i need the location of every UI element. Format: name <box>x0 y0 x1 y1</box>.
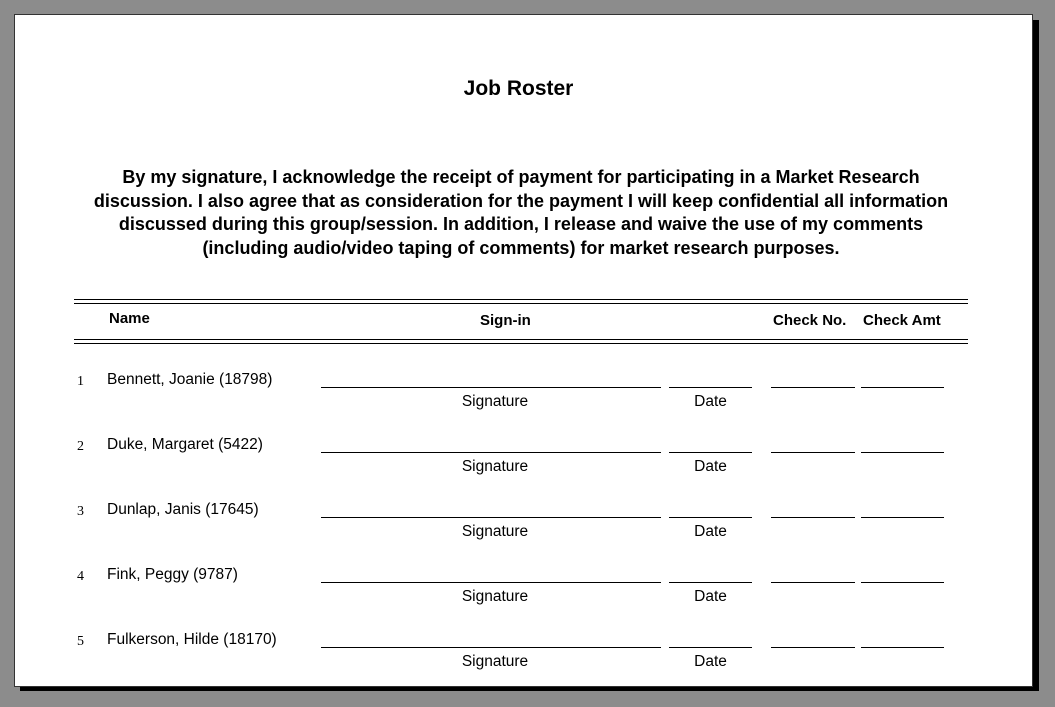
date-line[interactable] <box>669 647 752 648</box>
header-top-rule-2 <box>74 303 968 304</box>
participant-name: Bennett, Joanie (18798) <box>107 371 273 388</box>
acknowledgement-paragraph: By my signature, I acknowledge the receipt of payment for participating in a Market Research discussion. I also agree that as consideration for the payment I will keep confidential all information discussed during this group/session. In addition, I release and waive the use of my comments (including audio/video taping of comments) for market research purposes. <box>93 167 949 258</box>
participant-name: Dunlap, Janis (17645) <box>107 501 259 518</box>
row-number: 1 <box>77 374 84 389</box>
date-line[interactable] <box>669 517 752 518</box>
date-label: Date <box>694 458 727 475</box>
participant-name: Fink, Peggy (9787) <box>107 566 238 583</box>
signature-line[interactable] <box>321 582 661 583</box>
header-bottom-rule <box>74 339 968 340</box>
date-label: Date <box>694 393 727 410</box>
date-label: Date <box>694 523 727 540</box>
roster-row <box>15 431 1032 481</box>
header-bottom-rule-2 <box>74 343 968 344</box>
date-label: Date <box>694 588 727 605</box>
check-no-line[interactable] <box>771 387 855 388</box>
row-number: 4 <box>77 569 84 584</box>
check-amt-line[interactable] <box>861 647 944 648</box>
header-top-rule <box>74 299 968 300</box>
check-amt-line[interactable] <box>861 517 944 518</box>
check-no-line[interactable] <box>771 452 855 453</box>
participant-name: Duke, Margaret (5422) <box>107 436 263 453</box>
document-page <box>14 14 1033 687</box>
signature-label: Signature <box>461 653 529 670</box>
signature-label: Signature <box>461 588 529 605</box>
roster-row <box>15 496 1032 546</box>
signature-label: Signature <box>461 523 529 540</box>
roster-row <box>15 626 1032 676</box>
column-header-signin: Sign-in <box>480 312 531 329</box>
signature-line[interactable] <box>321 647 661 648</box>
roster-row <box>15 561 1032 611</box>
check-amt-line[interactable] <box>861 582 944 583</box>
check-no-line[interactable] <box>771 517 855 518</box>
signature-line[interactable] <box>321 387 661 388</box>
row-number: 3 <box>77 504 84 519</box>
check-amt-line[interactable] <box>861 387 944 388</box>
row-number: 2 <box>77 439 84 454</box>
signature-line[interactable] <box>321 517 661 518</box>
date-line[interactable] <box>669 452 752 453</box>
signature-line[interactable] <box>321 452 661 453</box>
document-title: Job Roster <box>463 77 574 100</box>
signature-label: Signature <box>461 458 529 475</box>
row-number: 5 <box>77 634 84 649</box>
signature-label: Signature <box>461 393 529 410</box>
column-header-check-amt: Check Amt <box>863 312 941 329</box>
check-no-line[interactable] <box>771 582 855 583</box>
date-label: Date <box>694 653 727 670</box>
check-amt-line[interactable] <box>861 452 944 453</box>
roster-row <box>15 366 1032 416</box>
column-header-name: Name <box>109 310 150 327</box>
check-no-line[interactable] <box>771 647 855 648</box>
date-line[interactable] <box>669 387 752 388</box>
date-line[interactable] <box>669 582 752 583</box>
participant-name: Fulkerson, Hilde (18170) <box>107 631 277 648</box>
column-header-check-no: Check No. <box>773 312 847 329</box>
